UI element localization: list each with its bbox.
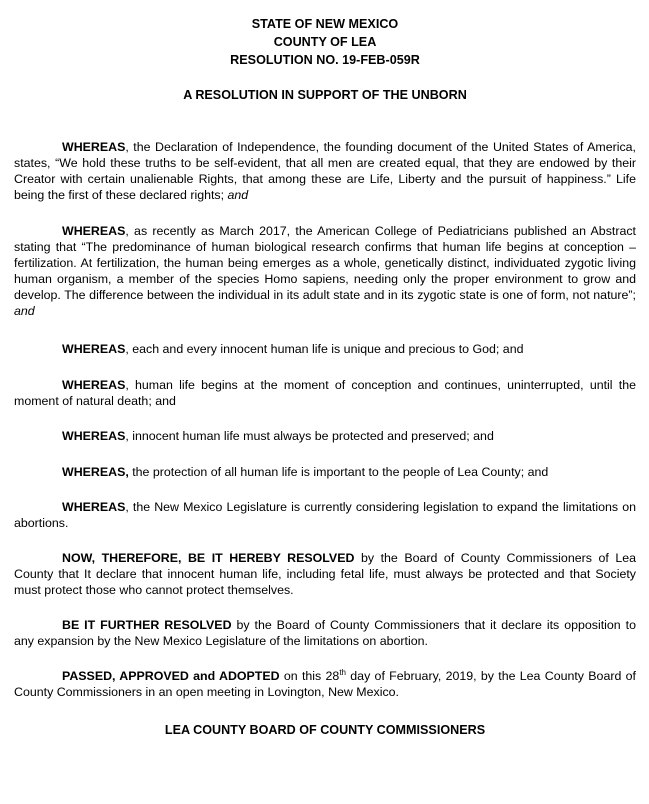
- paragraph-tail: and: [14, 304, 35, 318]
- paragraph-text: , the Declaration of Independence, the founding document of the United States of America, states, “We hold these truths to be self-evident, that all men are created equal, that they are endowed by their Creator with certain unalienable Rights, that among these are Life, Liberty and the pursuit of happiness.” Life being the first of these declared rights;: [14, 140, 636, 202]
- paragraph-text: by the Board of County Commissioners that it declare its opposition to any expansion by the New Mexico Legislature of the limitations on abortion.: [14, 618, 636, 648]
- paragraph-text: , each and every innocent human life is unique and precious to God; and: [125, 342, 524, 356]
- paragraph-text: the protection of all human life is important to the people of Lea County; and: [128, 465, 549, 479]
- keyword: PASSED, APPROVED and ADOPTED: [62, 669, 280, 683]
- paragraph-text: on this 28: [279, 669, 340, 683]
- ordinal-suffix: th: [339, 667, 346, 677]
- paragraph-whereas-5: [14, 428, 636, 444]
- paragraph-text: day of February, 2019, by the Lea County Board of County Commissioners in an open meeting in Lovington, New Mexico.: [14, 669, 636, 699]
- paragraph-whereas-7: [14, 499, 636, 531]
- keyword: WHEREAS: [62, 429, 126, 443]
- paragraph-text: , innocent human life must always be protected and preserved; and: [125, 429, 494, 443]
- header-county: COUNTY OF LEA: [273, 35, 377, 49]
- paragraph-text: , as recently as March 2017, the American College of Pediatricians published an Abstract stating that “The predominance of human biological research confirms that human life begins at conception – fertilization. At fertilization, the human being emerges as a whole, genetically distinct, individuated zygotic living human organism, a member of the species Homo sapiens, needing only the proper environment to grow and develop. The difference between the individual in its adult state and in its zygotic state is one of form, not nature”;: [14, 224, 636, 302]
- keyword: WHEREAS,: [62, 465, 129, 479]
- paragraph-resolved: [14, 550, 636, 598]
- keyword: WHEREAS: [62, 342, 126, 356]
- keyword: NOW, THEREFORE, BE IT HEREBY RESOLVED: [62, 551, 355, 565]
- signature-block: LEA COUNTY BOARD OF COUNTY COMMISSIONERS: [164, 723, 486, 737]
- header-state: STATE OF NEW MEXICO: [251, 17, 399, 31]
- paragraph-text: , human life begins at the moment of conception and continues, uninterrupted, until the moment of natural death; and: [14, 378, 636, 408]
- paragraph-whereas-1: [14, 139, 636, 203]
- paragraph-text: by the Board of County Commissioners of Lea County that It declare that innocent human life, including fetal life, must always be protected and that Society must protect those who cannot protect themselves.: [14, 551, 636, 597]
- paragraph-text: , the New Mexico Legislature is currently considering legislation to expand the limitations on abortions.: [14, 500, 636, 530]
- paragraph-tail: and: [227, 188, 249, 202]
- header-resolution-number: RESOLUTION NO. 19-FEB-059R: [230, 53, 420, 67]
- document-header: [14, 15, 636, 69]
- keyword: WHEREAS: [62, 500, 126, 514]
- keyword: WHEREAS: [62, 140, 126, 154]
- paragraph-whereas-3: [14, 341, 636, 357]
- keyword: WHEREAS: [62, 378, 126, 392]
- paragraph-whereas-2: [14, 223, 636, 319]
- paragraph-adopted: [14, 668, 636, 700]
- resolution-title: A RESOLUTION IN SUPPORT OF THE UNBORN: [183, 88, 467, 102]
- paragraph-whereas-6: [14, 464, 636, 480]
- keyword: BE IT FURTHER RESOLVED: [62, 618, 232, 632]
- paragraph-further-resolved: [14, 617, 636, 649]
- paragraph-whereas-4: [14, 377, 636, 409]
- keyword: WHEREAS: [62, 224, 126, 238]
